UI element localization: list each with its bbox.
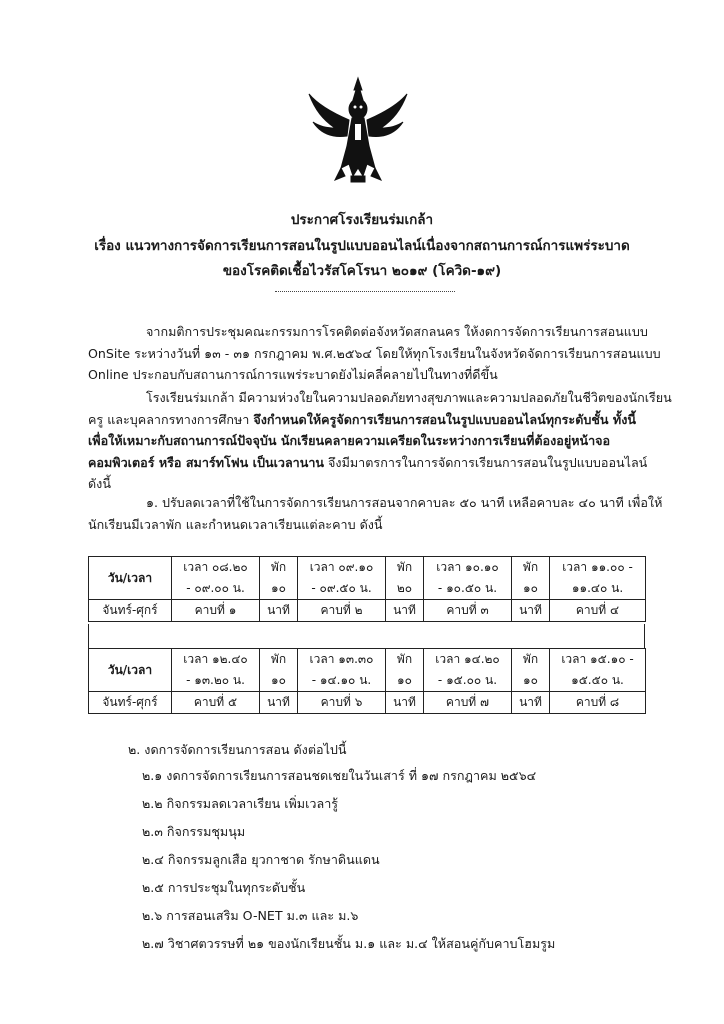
para2-bold-text: จึงกำหนดให้ครูจัดการเรียนการสอนในรูปแบบออนไลน์ทุกระดับชั้น ทั้งนี้ bbox=[253, 411, 636, 427]
announcement-title: ประกาศโรงเรียนร่มเกล้า bbox=[290, 212, 434, 228]
table-cell: พัก bbox=[512, 649, 550, 671]
table-cell: ๑๑.๔๐ น. bbox=[550, 578, 646, 600]
para2-line: ดังนี้ bbox=[88, 476, 111, 491]
list-item: ๒.๖ การสอนเสริม O-NET ม.๓ และ ม.๖ bbox=[142, 908, 359, 923]
table-cell: นาที bbox=[512, 692, 550, 714]
table-cell: คาบที่ ๓ bbox=[424, 600, 512, 622]
table-cell: พัก bbox=[386, 649, 424, 671]
para1-line: Online ประกอบกับสถานการณ์การแพร่ระบาดยังไม่คลี่คลายไปในทางที่ดีขึ้น bbox=[88, 367, 498, 382]
table-cell: เวลา ๐๘.๒๐ bbox=[172, 557, 260, 579]
item-1 bbox=[88, 492, 663, 535]
table-cell: เวลา ๑๒.๔๐ bbox=[172, 649, 260, 671]
table-cell: จันทร์-ศุกร์ bbox=[89, 692, 172, 714]
para2-line bbox=[88, 409, 644, 431]
table-cell: เวลา ๑๑.๐๐ - bbox=[550, 557, 646, 579]
para1-line: จากมติการประชุมคณะกรรมการโรคติดต่อจังหวัดสกลนคร ให้งดการจัดการเรียนการสอนแบบ bbox=[146, 324, 648, 339]
para2-bold-text: คอมพิวเตอร์ หรือ สมาร์ทโฟน เป็นเวลานาน bbox=[88, 454, 325, 470]
announcement-subject-cont: ของโรคติดเชื้อไวรัสโคโรนา ๒๐๑๙ (โควิด-๑๙) bbox=[222, 263, 502, 279]
table-cell: ๑๐ bbox=[512, 670, 550, 692]
item2-heading: ๒. งดการจัดการเรียนการสอน ดังต่อไปนี้ bbox=[128, 742, 347, 757]
list-item: ๒.๕ การประชุมในทุกระดับชั้น bbox=[142, 880, 306, 895]
table-cell: คาบที่ ๕ bbox=[172, 692, 260, 714]
table-cell: พัก bbox=[512, 557, 550, 579]
schedule-table-afternoon bbox=[88, 648, 646, 714]
table-cell: พัก bbox=[260, 649, 298, 671]
table-cell: คาบที่ ๘ bbox=[550, 692, 646, 714]
list-item: ๒.๑ งดการจัดการเรียนการสอนชดเชยในวันเสาร์ ที่ ๑๗ กรกฎาคม ๒๕๖๔ bbox=[142, 768, 537, 783]
table-cell: คาบที่ ๔ bbox=[550, 600, 646, 622]
table-cell: คาบที่ ๖ bbox=[298, 692, 386, 714]
table-cell: - ๑๕.๐๐ น. bbox=[424, 670, 512, 692]
table-cell: - ๑๔.๑๐ น. bbox=[298, 670, 386, 692]
table-cell: นาที bbox=[386, 600, 424, 622]
paragraph-2 bbox=[88, 387, 672, 495]
para2-line bbox=[88, 452, 648, 474]
table-cell: นาที bbox=[260, 600, 298, 622]
table-cell: เวลา ๑๐.๑๐ bbox=[424, 557, 512, 579]
table-row bbox=[89, 578, 646, 600]
table-row bbox=[89, 649, 646, 671]
table-row bbox=[89, 670, 646, 692]
table-header-cell: วัน/เวลา bbox=[89, 649, 172, 692]
table-cell: นาที bbox=[386, 692, 424, 714]
table-header-cell: วัน/เวลา bbox=[89, 557, 172, 600]
table-cell: คาบที่ ๑ bbox=[172, 600, 260, 622]
table-cell: - ๐๙.๐๐ น. bbox=[172, 578, 260, 600]
para2-text: ครู และบุคลากรทางการศึกษา bbox=[88, 411, 254, 427]
table-cell: นาที bbox=[512, 600, 550, 622]
table-cell: พัก bbox=[260, 557, 298, 579]
table-cell: ๒๐ bbox=[386, 578, 424, 600]
para2-bold-line: เพื่อให้เหมาะกับสถานการณ์ปัจจุบัน นักเรียนคลายความเครียดในระหว่างการเรียนที่ต้องอยู่หน้าจอ bbox=[88, 433, 611, 448]
table-cell: เวลา ๑๔.๒๐ bbox=[424, 649, 512, 671]
table-cell: นาที bbox=[260, 692, 298, 714]
table-cell: - ๑๐.๕๐ น. bbox=[424, 578, 512, 600]
table-cell: พัก bbox=[386, 557, 424, 579]
dotted-divider bbox=[275, 291, 455, 292]
table-cell: ๑๕.๕๐ น. bbox=[550, 670, 646, 692]
table-cell: ๑๐ bbox=[386, 670, 424, 692]
table-row bbox=[89, 692, 646, 714]
item1-line: นักเรียนมีเวลาพัก และกำหนดเวลาเรียนแต่ละคาบ ดังนี้ bbox=[88, 516, 383, 532]
table-row bbox=[89, 557, 646, 579]
table-cell: เวลา ๑๓.๓๐ bbox=[298, 649, 386, 671]
table-cell: จันทร์-ศุกร์ bbox=[89, 600, 172, 622]
table-row bbox=[89, 600, 646, 622]
schedule-table-morning bbox=[88, 556, 646, 622]
table-cell: ๑๐ bbox=[260, 578, 298, 600]
list-item: ๒.๗ วิชาศตวรรษที่ ๒๑ ของนักเรียนชั้น ม.๑ และ ม.๔ ให้สอนคู่กับคาบโฮมรูม bbox=[142, 936, 556, 951]
table-cell: ๑๐ bbox=[260, 670, 298, 692]
table-cell: คาบที่ ๗ bbox=[424, 692, 512, 714]
list-item: ๒.๔ กิจกรรมลูกเสือ ยุวกาชาด รักษาดินแดน bbox=[142, 852, 380, 867]
para1-line: OnSite ระหว่างวันที่ ๑๓ - ๓๑ กรกฎาคม พ.ศ.๒๕๖๔ โดยให้ทุกโรงเรียนในจังหวัดจัดการเรียนการสอนแบบ bbox=[88, 345, 661, 361]
announcement-subject: เรื่อง แนวทางการจัดการเรียนการสอนในรูปแบบออนไลน์เนื่องจากสถานการณ์การแพร่ระบาด bbox=[94, 238, 630, 254]
garuda-emblem bbox=[305, 76, 411, 186]
list-item: ๒.๒ กิจกรรมลดเวลาเรียน เพิ่มเวลารู้ bbox=[142, 796, 339, 811]
item1-line: ๑. ปรับลดเวลาที่ใช้ในการจัดการเรียนการสอนจากคาบละ ๕๐ นาที เหลือคาบละ ๔๐ นาที เพื่อให้ bbox=[146, 495, 663, 510]
table-cell: คาบที่ ๒ bbox=[298, 600, 386, 622]
para2-text: จึงมีมาตรการในการจัดการเรียนการสอนในรูปแบบออนไลน์ bbox=[324, 454, 648, 470]
paragraph-1 bbox=[88, 321, 661, 386]
table-cell: ๑๐ bbox=[512, 578, 550, 600]
list-item: ๒.๓ กิจกรรมชุมนุม bbox=[142, 824, 246, 839]
para2-line: โรงเรียนร่มเกล้า มีความห่วงใยในความปลอดภัยทางสุขภาพและความปลอดภัยในชีวิตของนักเรียน bbox=[146, 390, 672, 405]
table-cell: เวลา ๑๕.๑๐ - bbox=[550, 649, 646, 671]
table-cell: - ๐๙.๕๐ น. bbox=[298, 578, 386, 600]
table-cell: - ๑๓.๒๐ น. bbox=[172, 670, 260, 692]
table-cell: เวลา ๐๙.๑๐ bbox=[298, 557, 386, 579]
table-gap-row bbox=[88, 624, 645, 648]
